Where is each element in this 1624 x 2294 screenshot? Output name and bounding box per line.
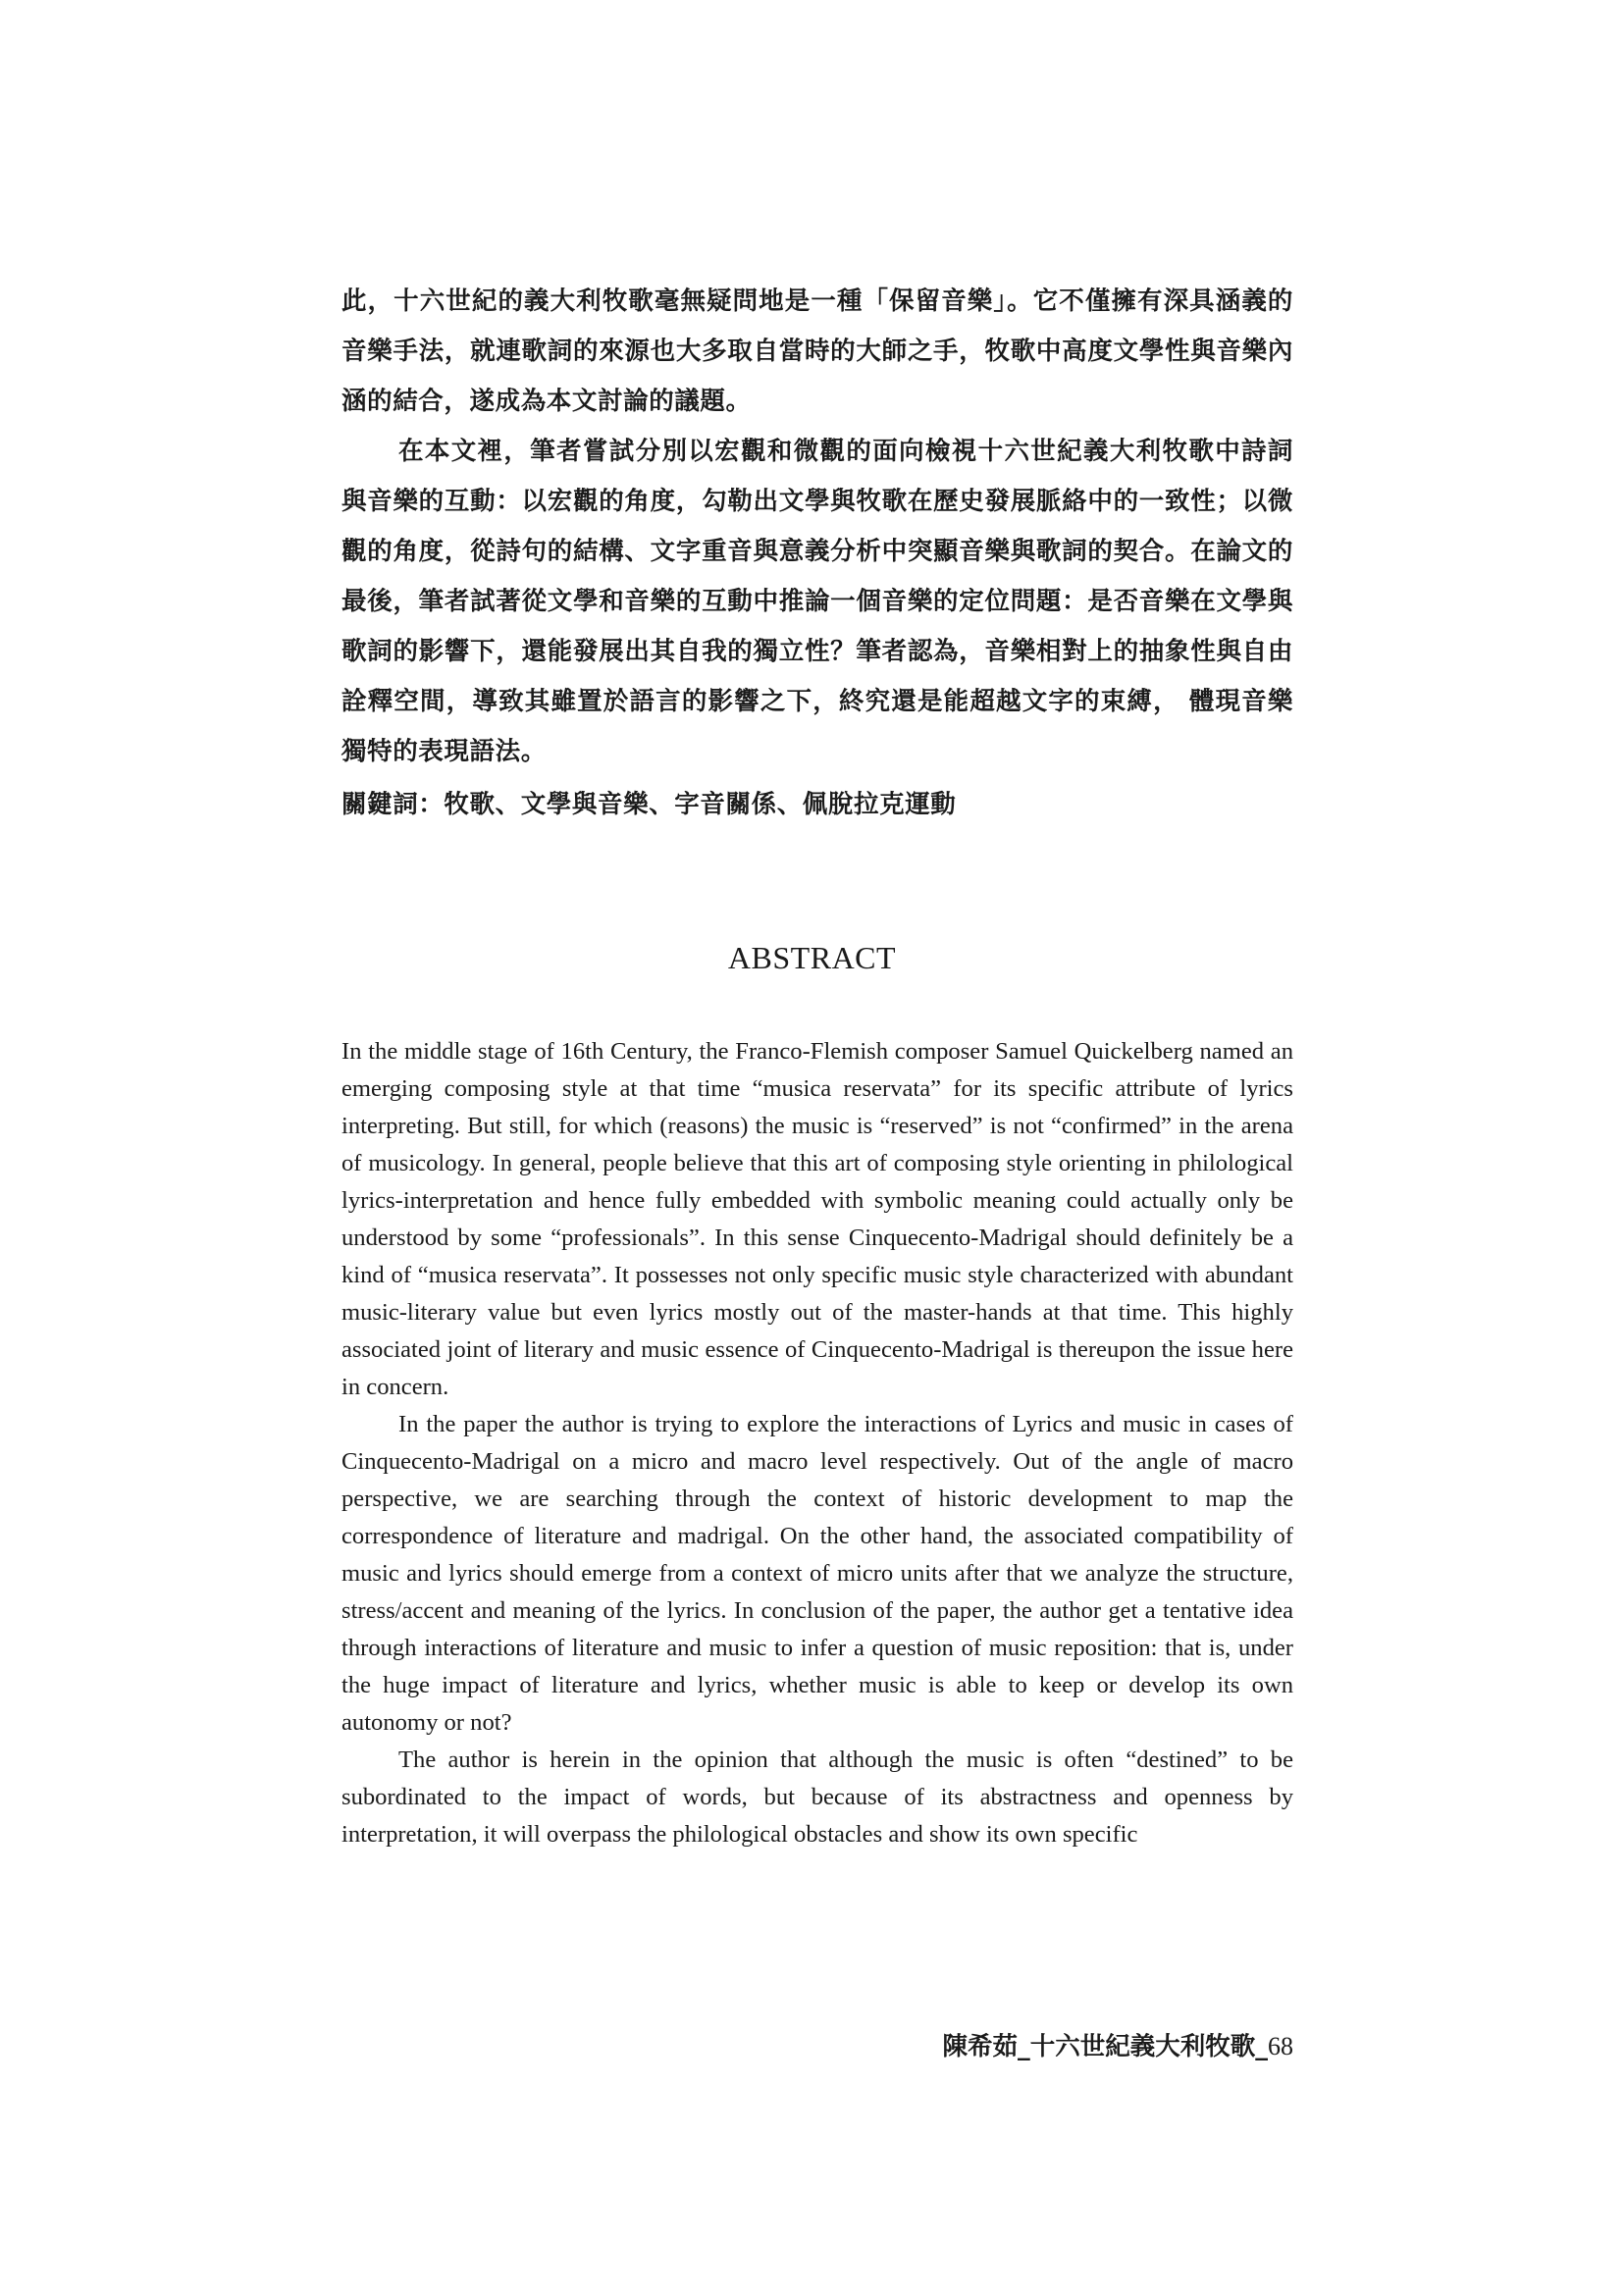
chinese-keywords: 關鍵詞：牧歌、文學與音樂、字音關係、佩脫拉克運動 <box>341 790 957 819</box>
english-abstract <box>341 1033 1293 1853</box>
english-paragraph: The author is herein in the opinion that although the music is often “destined” to be subordinated to the impact of words, but because of its abstractness and openness by interpretation, it will overpass the philological obstacles and show its own specific <box>341 1747 1293 1848</box>
english-paragraph: In the middle stage of 16th Century, the Franco-Flemish composer Samuel Quickelberg named an emerging composing style at that time “musica reservata” for its specific attribute of lyrics interpreting. But still, for which (reasons) the music is “reserved” is not “confirmed” in the arena of musicology. In general, people believe that this art of composing style orienting in philological lyrics-interpretation and hence fully embedded with symbolic meaning could actually only be understood by some “professionals”. In this sense Cinquecento-Madrigal should definitely be a kind of “musica reservata”. It possesses not only specific music style characterized with abundant music-literary value but even lyrics mostly out of the master-hands at that time. This highly associated joint of literary and music essence of Cinquecento-Madrigal is thereupon the issue here in concern. <box>341 1038 1293 1400</box>
running-head: 陳希茹_十六世紀義大利牧歌_ <box>942 2032 1268 2061</box>
chinese-abstract <box>341 277 1293 777</box>
chinese-paragraph: 此，十六世紀的義大利牧歌毫無疑問地是一種「保留音樂」。它不僅擁有深具涵義的音樂手法，就連歌詞的來源也大多取自當時的大師之手，牧歌中高度文學性與音樂內涵的結合，遂成為本文討論的議題。 <box>341 287 1293 416</box>
page-footer <box>942 2027 1293 2066</box>
english-paragraph: In the paper the author is trying to explore the interactions of Lyrics and music in cases of Cinquecento-Madrigal on a micro and macro level respectively. Out of the angle of macro perspective, we are searching through the context of historic development to map the correspondence of literature and madrigal. On the other hand, the associated compatibility of music and lyrics should emerge from a context of micro units after that we analyze the structure, stress/accent and meaning of the lyrics. In conclusion of the paper, the author get a tentative idea through interactions of literature and music to infer a question of music reposition: that is, under the huge impact of literature and lyrics, whether music is able to keep or develop its own autonomy or not? <box>341 1411 1293 1736</box>
abstract-heading: ABSTRACT <box>727 940 897 975</box>
chinese-paragraph: 在本文裡，筆者嘗試分別以宏觀和微觀的面向檢視十六世紀義大利牧歌中詩詞與音樂的互動：以宏觀的角度，勾勒出文學與牧歌在歷史發展脈絡中的一致性；以微觀的角度，從詩句的結構、文字重音與意義分析中突顯音樂與歌詞的契合。在論文的最後，筆者試著從文學和音樂的互動中推論一個音樂的定位問題：是否音樂在文學與歌詞的影響下，還能發展出其自我的獨立性？筆者認為，音樂相對上的抽象性與自由詮釋空間，導致其雖置於語言的影響之下，終究還是能超越文字的束縛， 體現音樂獨特的表現語法。 <box>341 437 1293 766</box>
page-number: 68 <box>1268 2032 1293 2060</box>
